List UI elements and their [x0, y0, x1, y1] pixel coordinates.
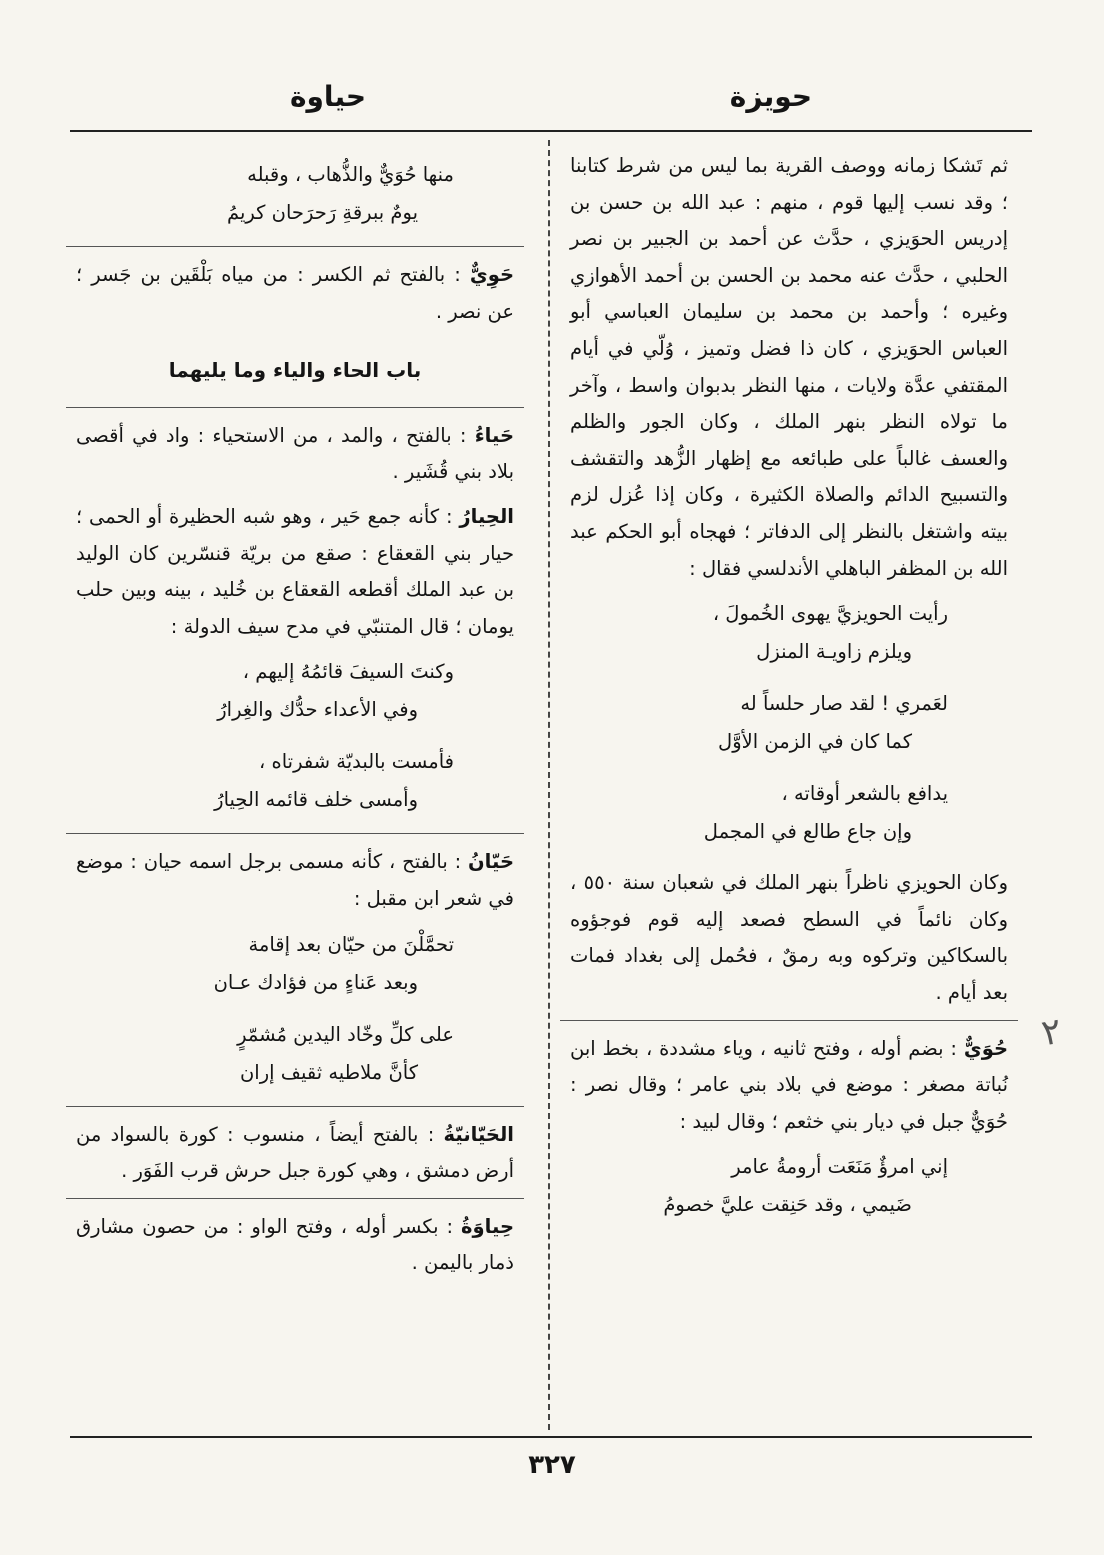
- entry-hayaa: [76, 418, 514, 491]
- verse-line: لعَمري ! لقد صار حلساً له: [740, 692, 948, 716]
- verse-line: يدافع بالشعر أوقاته ،: [781, 782, 948, 806]
- entry-hiyar: [76, 499, 514, 645]
- entry-headword: حُوَيٌّ: [963, 1036, 1008, 1060]
- verse: [76, 926, 514, 1002]
- verse-line: يومٌ ببرقةِ رَحرَحان كريمُ: [226, 201, 418, 224]
- entry-text: : كأنه جمع حَير ، وهو شبه الحظيرة أو الحمى ؛ حيار بني القعقاع : صقع من بريّة قنسّرين كان الوليد بن عبد الملك أقطعه القعقاع بن خُليد ، بينه وبين حلب يومان ؛ قال المتنبّي في مدح سيف الدولة :: [76, 504, 514, 638]
- entry-text: : بالفتح أيضاً ، منسوب : كورة بالسواد من أرض دمشق ، وهي كورة جبل حرش قرب الفَوَر .: [76, 1122, 514, 1183]
- entry-headword: الحِيارُ: [459, 504, 514, 528]
- right-column: [570, 148, 1008, 1238]
- entry-text: : بكسر أوله ، وفتح الواو : من حصون مشارق ذمار باليمن .: [76, 1214, 514, 1275]
- footer-rule: [70, 1436, 1032, 1438]
- verse-line: كأنَّ ملاطيه ثقيف إران: [239, 1060, 418, 1084]
- verse-line: ويلزم زاويـة المنزل: [756, 640, 912, 664]
- verse-line: إني امرؤٌ مَنَعَت أرومةُ عامر: [731, 1155, 948, 1179]
- verse-line: وإن جاع طالع في المجمل: [703, 820, 912, 844]
- entry-hayyaniyya: [76, 1117, 514, 1190]
- verse-line: منها حُوَيٌّ والذُّهاب ، وقبله: [247, 163, 454, 186]
- entry-text: : بالفتح ، والمد ، من الاستحياء : واد في أقصى بلاد بني قُشَير .: [76, 423, 514, 484]
- verse-line: فأمست بالبديّة شفرتاه ،: [259, 750, 454, 774]
- handwritten-margin-mark: ٢: [1038, 1010, 1065, 1055]
- column-divider: [548, 140, 550, 1430]
- entry-hawiy: [76, 257, 514, 330]
- verse: [570, 775, 1008, 851]
- entry-separator: [66, 833, 524, 834]
- entry-separator: [66, 246, 524, 247]
- verse: [570, 595, 1008, 671]
- verse-line: ضَيمي ، وقد حَنِقت عليَّ خصومُ: [663, 1193, 912, 1217]
- verse-line: على كلِّ وخّاد اليدين مُشمّرٍ: [237, 1022, 454, 1046]
- paragraph: وكان الحويزي ناظراً بنهر الملك في شعبان سنة ٥٥٠ ، وكان نائماً في السطح فصعد إليه قوم فوجؤوه بالسكاكين وتركوه وبه رمقٌ ، فحُمل إلى بغداد فمات بعد أيام .: [570, 871, 1008, 1004]
- entry-text: : بضم أوله ، وفتح ثانيه ، وياء مشددة ، بخط ابن نُباتة مصغر : موضع في بلاد بني عامر ؛ وقال نصر : حُوَيٌّ جبل في ديار بني خثعم ؛ وقال لبيد :: [570, 1036, 1008, 1133]
- verse-line: وبعد عَناءٍ من فؤادك عـان: [213, 970, 418, 994]
- entry-headword: حَوِيٌّ: [469, 263, 514, 286]
- left-column: [76, 148, 514, 1290]
- entry-separator: [66, 1106, 524, 1107]
- verse: [76, 1016, 514, 1092]
- verse: [570, 1148, 1008, 1224]
- verse: [570, 685, 1008, 761]
- paragraph: ثم تَشكا زمانه ووصف القرية بما ليس من شرط كتابنا ؛ وقد نسب إليها قوم ، منهم : عبد الله بن حسن بن إدريس الحوَيزي ، حدَّث عن أحمد بن الجبير بن نصر الحلبي ، حدَّث عنه محمد بن الحسن بن أحمد الأهوازي وغيره ؛ وأحمد بن محمد بن سليمان العباسي أبو العباس الحوَيزي ، كان ذا فضل وتميز ، وُلّي في أيام المقتفي عدَّة ولايات ، منها النظر بدبوان واسط ، وآخر ما تولاه النظر بنهر الملك ، وكان الجور والظلم والعسف غالباً على طبائعه مع إظهار الزُّهد والتقشف والتسبيح الدائم والصلاة الكثيرة ، وكان إذا عُزل لزم بيته واشتغل بالنظر إلى الدفاتر ؛ فهجاه أبو الحكم عبد الله بن المظفر الباهلي الأندلسي فقال :: [570, 154, 1008, 580]
- verse-line: كما كان في الزمن الأوَّل: [718, 730, 912, 754]
- entry-hiyawa: [76, 1209, 514, 1282]
- entry-huway: [570, 1031, 1008, 1141]
- verse: [76, 653, 514, 729]
- entry-hayyan: [76, 844, 514, 917]
- header-rule: [70, 130, 1032, 132]
- entry-separator: [560, 1020, 1018, 1021]
- header-left-title: حياوة: [290, 80, 367, 113]
- entry-text: : بالفتح ثم الكسر : من مياه بَلْقَين بن جَسر ؛ عن نصر .: [76, 263, 514, 323]
- running-header: [70, 80, 1032, 120]
- verse-line: وكنتَ السيفَ قائمُهُ إليهم ،: [242, 660, 454, 684]
- verse-line: وفي الأعداء حدُّك والغِرارُ: [217, 698, 418, 722]
- entry-separator: [66, 407, 524, 408]
- header-right-title: حويزة: [729, 80, 812, 113]
- verse: [76, 743, 514, 819]
- entry-text: : بالفتح ، كأنه مسمى برجل اسمه حيان : موضع في شعر ابن مقبل :: [76, 850, 514, 910]
- entry-headword: حِياوَةُ: [461, 1214, 514, 1238]
- page-number: ٣٢٧: [528, 1450, 576, 1480]
- verse-line: تحمَّلْنَ من حيّان بعد إقامة: [248, 932, 454, 956]
- verse-line: وأمسى خلف قائمه الحِيارُ: [214, 788, 418, 812]
- entry-headword: الحَيّانيّةُ: [443, 1122, 514, 1146]
- entry-separator: [66, 1198, 524, 1199]
- section-title: باب الحاء والياء وما يليهما: [168, 358, 422, 383]
- entry-headword: حَيّانُ: [468, 850, 514, 874]
- verse-line: رأيت الحويزيَّ يهوى الخُمولَ ،: [712, 602, 948, 626]
- verse: [76, 156, 514, 232]
- entry-headword: حَياءُ: [474, 423, 514, 447]
